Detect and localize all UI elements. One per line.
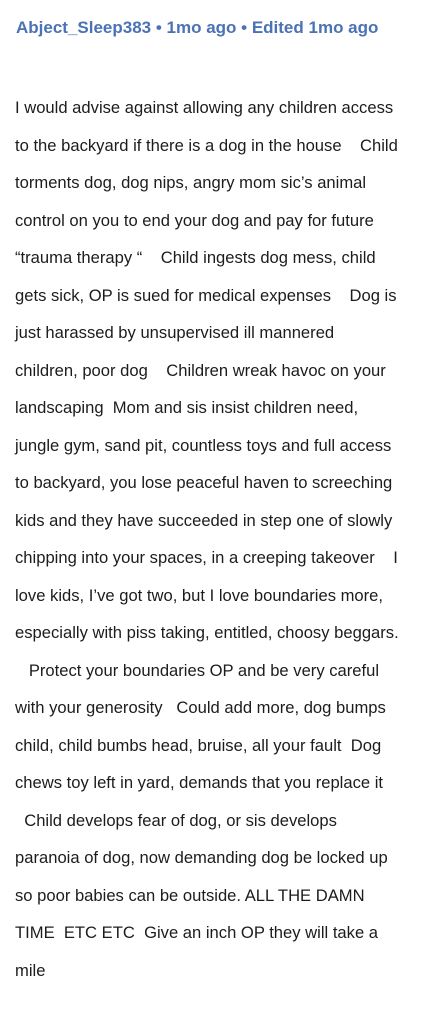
comment-line: with your generosity Could add more, dog bumps bbox=[15, 698, 386, 717]
comment-line: torments dog, dog nips, angry mom sic’s animal bbox=[15, 173, 367, 192]
comment-line: to backyard, you lose peaceful haven to screeching bbox=[15, 473, 393, 492]
comment-line: chews toy left in yard, demands that you replace it bbox=[15, 773, 384, 792]
comment-line: children, poor dog Children wreak havoc on your bbox=[15, 360, 386, 380]
comment-line: TIME ETC ETC Give an inch OP they will take a bbox=[15, 923, 379, 942]
comment-body bbox=[15, 89, 427, 989]
comment-line: paranoia of dog, now demanding dog be locked up bbox=[15, 848, 388, 867]
comment-line: mile bbox=[15, 960, 46, 980]
comment-line: I would advise against allowing any children access bbox=[15, 98, 394, 117]
comment-line: “trauma therapy “ Child ingests dog mess, child bbox=[15, 248, 376, 267]
comment-line: chipping into your spaces, in a creeping takeover I bbox=[15, 548, 398, 567]
comment-meta-header[interactable]: Abject_Sleep383 • 1mo ago • Edited 1mo ago bbox=[16, 18, 379, 37]
comment-line: just harassed by unsupervised ill mannered bbox=[15, 323, 335, 342]
comment-line: especially with piss taking, entitled, choosy beggars. bbox=[15, 623, 399, 642]
comment-line: love kids, I’ve got two, but I love boundaries more, bbox=[15, 585, 384, 605]
comment-line: to the backyard if there is a dog in the house Child bbox=[15, 135, 398, 155]
comment-line: control on you to end your dog and pay for future bbox=[15, 210, 374, 230]
comment-line: landscaping Mom and sis insist children need, bbox=[15, 398, 359, 417]
comment-line: so poor babies can be outside. ALL THE DAMN bbox=[15, 885, 365, 905]
comment-line: gets sick, OP is sued for medical expenses Dog is bbox=[15, 285, 397, 305]
comment-line: Protect your boundaries OP and be very careful bbox=[15, 660, 380, 680]
comment-line: jungle gym, sand pit, countless toys and full access bbox=[15, 435, 392, 455]
comment-line: kids and they have succeeded in step one of slowly bbox=[15, 510, 393, 530]
comment-line: Child develops fear of dog, or sis develops bbox=[15, 810, 337, 830]
comment-line: child, child bumbs head, bruise, all your fault Dog bbox=[15, 735, 382, 755]
